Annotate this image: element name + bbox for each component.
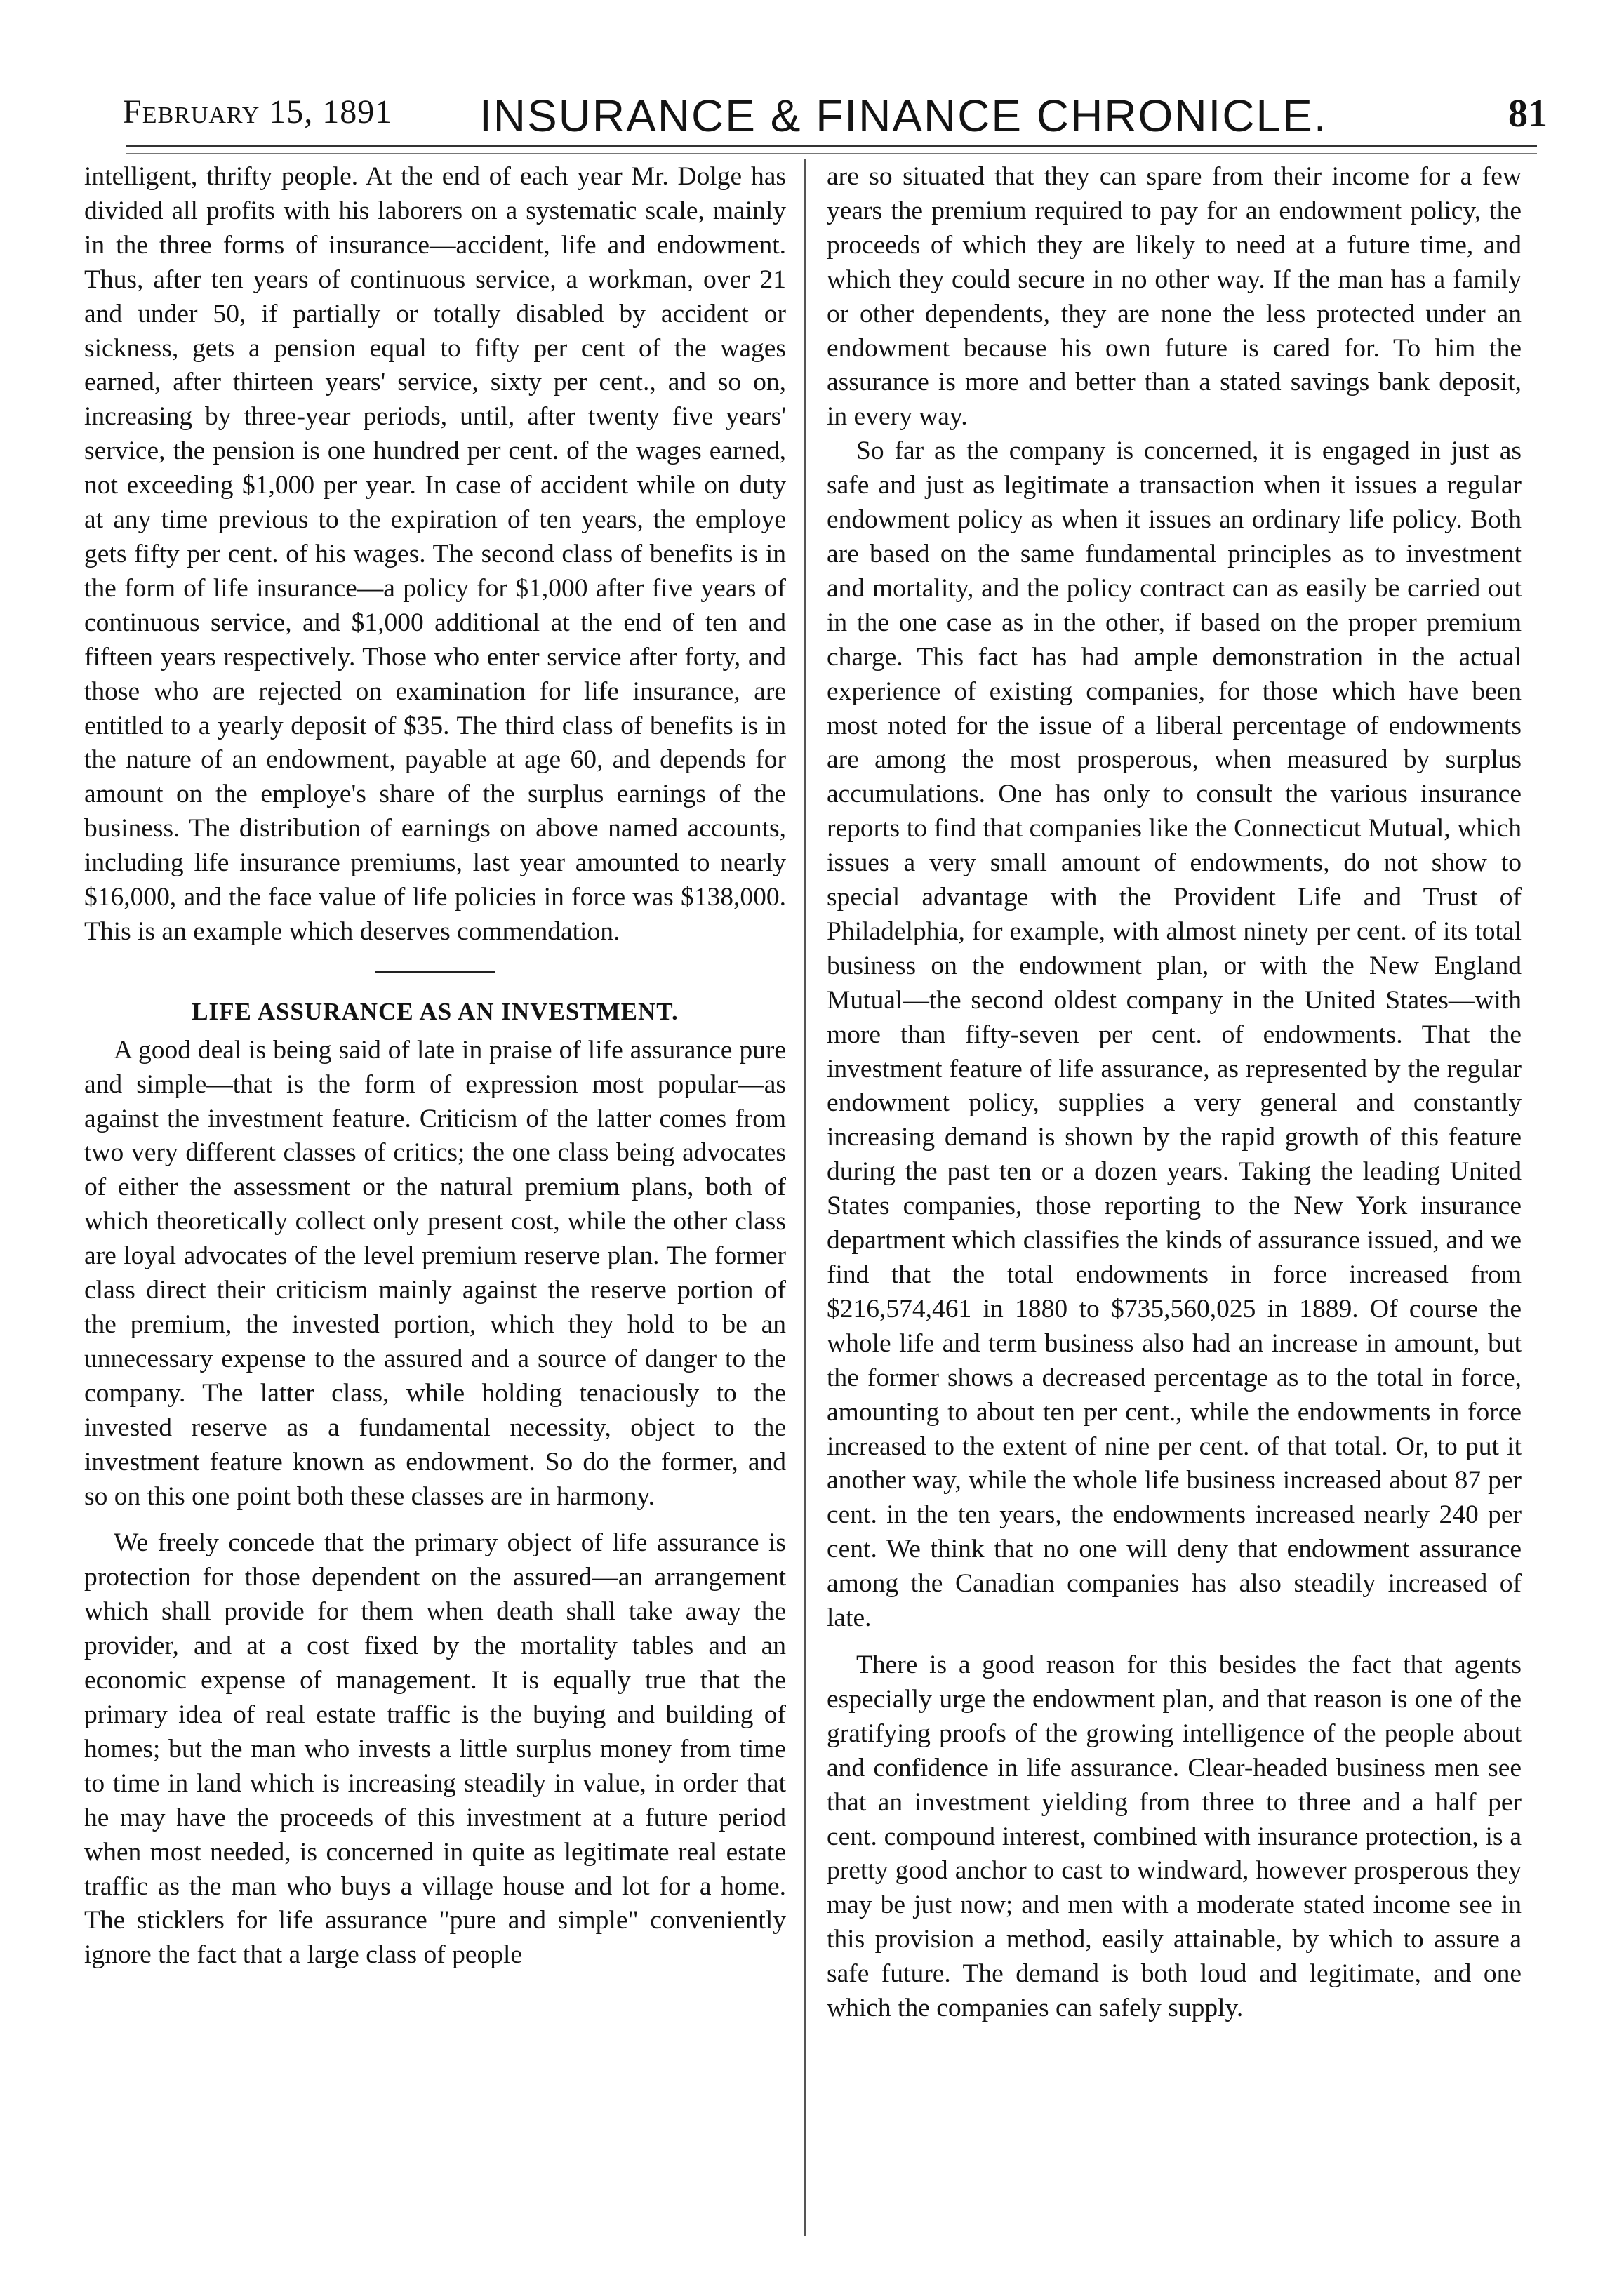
- article-heading: LIFE ASSURANCE AS AN INVESTMENT.: [192, 997, 679, 1025]
- issue-date: February 15, 1891: [123, 93, 393, 131]
- publication-title: INSURANCE & FINANCE CHRONICLE.: [479, 91, 1328, 141]
- column-divider: [804, 159, 806, 2236]
- paragraph-gap: [827, 1636, 1522, 1648]
- page-header: [123, 90, 1548, 139]
- page-number: 81: [1508, 92, 1548, 135]
- article-paragraph-4: So far as the company is concerned, it is engaged in just as safe and just as legitimate a transaction when it issues a regular endowment policy as when it issues an ordinary life policy. Both are based on the same fundamental principles as to investment and mortality, and the policy contract can as easily be carried out in the one case as in the other, if based on the proper premium charge. This fact has had ample demonstration in the actual experience of existing companies, for those which have been most noted for the issue of a liberal percentage of endowments are among the most prosperous, when measured by surplus accumulations. One has only to consult the various insurance reports to find that companies like the Connecticut Mutual, which issues a very small amount of endowments, do not show to special advantage with the Provident Life and Trust of Philadelphia, for example, with almost ninety per cent. of its total business on the endowment plan, or with the New England Mutual—the second oldest company in the United States—with more than fifty-seven per cent. of endowments. That the investment feature of life assurance, as represented by the regular endowment policy, supplies a very general and constantly increasing demand is shown by the rapid growth of this feature during the past ten or a dozen years. Taking the leading United States companies, those reporting to the New York insurance department which classifies the kinds of assurance issued, and we find that the total endowments in force increased from $216,574,461 in 1880 to $735,560,025 in 1889. Of course the whole life and term business also had an increase in amount, but the former shows a decreased percentage as to the total in force, amounting to about ten per cent., while the endowments in force increased to the extent of nine per cent. of that total. Or, to put it another way, while the whole life business increased about 87 per cent. in the ten years, the endowments increased nearly 240 per cent. We think that no one will deny that endowment assurance among the Canadian companies has also steadily increased of late.: [827, 436, 1522, 1633]
- continued-paragraph: intelligent, thrifty people. At the end of each year Mr. Dolge has divided all profits with his laborers on a systematic scale, mainly in the three forms of insurance—accident, life and endowment. Thus, after ten years of continuous service, a workman, over 21 and under 50, if partially or totally disabled by accident or sickness, gets a pension equal to fifty per cent of the wages earned, after thirteen years' service, sixty per cent., and so on, increasing by three-year periods, until, after twenty five years' service, the pension is one hundred per cent. of the wages earned, not exceeding $1,000 per year. In case of accident while on duty at any time previous to the expiration of ten years, the employe gets fifty per cent. of his wages. The second class of benefits is in the form of life insurance—a policy for $1,000 after five years of continuous service, and $1,000 additional at the end of ten and fifteen years respectively. Those who enter service after forty, and those who are rejected on examination for life insurance, are entitled to a yearly deposit of $35. The third class of benefits is in the nature of an endowment, payable at age 60, and depends for amount on the employe's share of the surplus earnings of the business. The distribution of earnings on above named accounts, including life insurance premiums, last year amounted to nearly $16,000, and the face value of life policies in force was $138,000. This is an example which deserves commendation.: [84, 162, 786, 946]
- article-paragraph-2: We freely concede that the primary object of life assurance is protection for those dependent on the assured—an arrangement which shall provide for them when death shall take away the provider, and at a cost fixed by the mortality tables and an economic expense of management. It is equally true that the primary idea of real estate traffic is the buying and building of homes; but the man who invests a little surplus money from time to time in land which is increasing steadily in value, in order that he may have the proceeds of this investment at a future period when most needed, is concerned in quite as legitimate real estate traffic as the man who buys a village house and lot for a home. The sticklers for life assurance "pure and simple" conveniently ignore the fact that a large class of people: [84, 1528, 786, 1970]
- article-paragraph-5: There is a good reason for this besides the fact that agents especially urge the endowment plan, and that reason is one of the gratifying proofs of the growing intelligence of the people about and confidence in life assurance. Clear-headed business men see that an investment yielding from three to three and a half per cent. compound interest, combined with insurance protection, is a pretty good anchor to cast to windward, however prosperous they may be just now; and men with a moderate stated income see in this provision a method, easily attainable, by which to assure a safe future. The demand is both loud and legitimate, and one which the companies can safely supply.: [827, 1650, 1522, 2023]
- left-column: [84, 160, 786, 1973]
- header-rule: [126, 145, 1537, 147]
- section-divider: [375, 971, 495, 973]
- header-rule-thin: [126, 153, 1537, 154]
- paragraph-gap: [84, 1514, 786, 1526]
- right-column: [827, 160, 1522, 2026]
- article-paragraph-3: are so situated that they can spare from their income for a few years the premium required to pay for an endowment policy, the proceeds of which they are likely to need at a future time, and which they could secure in no other way. If the man has a family or other dependents, they are none the less protected under an endowment because his own future is cared for. To him the assurance is more and better than a stated savings bank deposit, in every way.: [827, 162, 1522, 432]
- article-paragraph-1: A good deal is being said of late in praise of life assurance pure and simple—that is the form of expression most popular—as against the investment feature. Criticism of the latter comes from two very different classes of critics; the one class being advocates of either the assessment or the natural premium plans, both of which theoretically collect only present cost, while the other class are loyal advocates of the level premium reserve plan. The former class direct their criticism mainly against the reserve portion of the premium, the invested portion, which they hold to be an unnecessary expense to the assured and a source of danger to the company. The latter class, while holding tenaciously to the invested reserve as a fundamental necessity, object to the investment feature known as endowment. So do the former, and so on this one point both these classes are in harmony.: [84, 1035, 786, 1511]
